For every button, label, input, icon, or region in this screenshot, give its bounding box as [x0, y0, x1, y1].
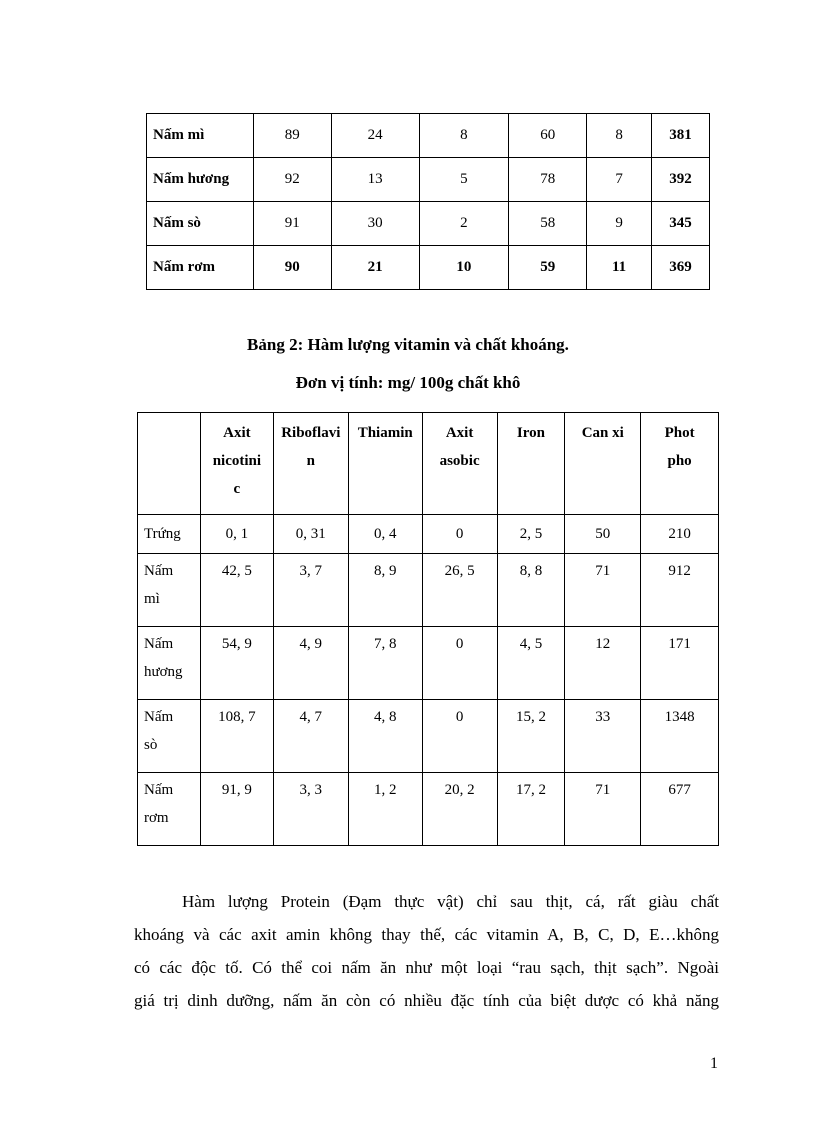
table-cell: 7, 8 [348, 627, 422, 700]
table-cell: 71 [565, 773, 641, 846]
table-cell: 2, 5 [497, 515, 565, 554]
table-cell: 24 [331, 114, 419, 158]
table-cell: 8 [419, 114, 509, 158]
table-cell: 1348 [641, 700, 719, 773]
table-row [138, 700, 719, 773]
table-cell: 12 [565, 627, 641, 700]
table-cell: 0, 1 [200, 515, 273, 554]
table-cell: 392 [652, 158, 710, 202]
table-cell: 71 [565, 554, 641, 627]
table-cell: 4, 8 [348, 700, 422, 773]
page-number: 1 [710, 1055, 718, 1072]
row-label: Nấm sò [138, 700, 201, 773]
table-row [147, 158, 710, 202]
row-label: Trứng [138, 515, 201, 554]
table-cell: 3, 7 [273, 554, 348, 627]
table-cell: 89 [253, 114, 331, 158]
row-label: Nấm sò [147, 202, 254, 246]
table-row [138, 515, 719, 554]
table-row [147, 246, 710, 290]
column-header: Iron [497, 413, 565, 515]
table-cell: 58 [509, 202, 587, 246]
table-cell: 91, 9 [200, 773, 273, 846]
table-cell: 4, 7 [273, 700, 348, 773]
table-cell: 7 [587, 158, 652, 202]
table-cell: 677 [641, 773, 719, 846]
table-cell: 17, 2 [497, 773, 565, 846]
table-cell: 60 [509, 114, 587, 158]
table-cell: 8 [587, 114, 652, 158]
table-cell: 0 [422, 627, 497, 700]
table-cell: 92 [253, 158, 331, 202]
table-cell: 171 [641, 627, 719, 700]
table-cell: 54, 9 [200, 627, 273, 700]
table-cell: 369 [652, 246, 710, 290]
table-cell: 11 [587, 246, 652, 290]
table-cell: 4, 5 [497, 627, 565, 700]
column-header: Can xi [565, 413, 641, 515]
nutrition-table-1 [146, 113, 710, 290]
table-cell: 108, 7 [200, 700, 273, 773]
table-row [147, 202, 710, 246]
table-cell: 0 [422, 515, 497, 554]
table-cell: 912 [641, 554, 719, 627]
table-2-unit: Đơn vị tính: mg/ 100g chất khô [295, 373, 521, 392]
table-cell: 15, 2 [497, 700, 565, 773]
table-row [147, 114, 710, 158]
table-row [138, 554, 719, 627]
table-cell: 21 [331, 246, 419, 290]
row-label: Nấm mì [138, 554, 201, 627]
row-label: Nấm hương [147, 158, 254, 202]
table-cell: 0 [422, 700, 497, 773]
table-row [138, 773, 719, 846]
table-cell: 50 [565, 515, 641, 554]
row-label: Nấm rơm [138, 773, 201, 846]
paragraph-line: giá trị dinh dưỡng, nấm ăn còn có nhiều đặc tính của biệt dược có khả năng [134, 991, 719, 1010]
table-cell: 345 [652, 202, 710, 246]
table-cell: 20, 2 [422, 773, 497, 846]
table-cell: 2 [419, 202, 509, 246]
table-cell: 8, 8 [497, 554, 565, 627]
table-cell: 3, 3 [273, 773, 348, 846]
paragraph-line: khoáng và các axit amin không thay thế, các vitamin A, B, C, D, E…không [134, 925, 719, 944]
vitamin-mineral-table [137, 412, 719, 846]
table-header-row [138, 413, 719, 515]
column-header: Axit asobic [422, 413, 497, 515]
table-cell: 210 [641, 515, 719, 554]
table-cell: 0, 4 [348, 515, 422, 554]
table-cell: 5 [419, 158, 509, 202]
column-header: Riboflavi n [273, 413, 348, 515]
table-cell: 26, 5 [422, 554, 497, 627]
row-label: Nấm hương [138, 627, 201, 700]
table-cell: 381 [652, 114, 710, 158]
table-cell: 0, 31 [273, 515, 348, 554]
column-header: Phot pho [641, 413, 719, 515]
table-cell: 13 [331, 158, 419, 202]
table-cell: 91 [253, 202, 331, 246]
table-row [138, 627, 719, 700]
row-label: Nấm mì [147, 114, 254, 158]
table-2-title: Bảng 2: Hàm lượng vitamin và chất khoáng. [247, 335, 569, 354]
table-cell: 9 [587, 202, 652, 246]
table-cell: 42, 5 [200, 554, 273, 627]
table-cell: 10 [419, 246, 509, 290]
table-cell: 33 [565, 700, 641, 773]
body-paragraph [134, 885, 719, 1017]
table-cell: 8, 9 [348, 554, 422, 627]
header-corner [138, 413, 201, 515]
table-cell: 59 [509, 246, 587, 290]
paragraph-line: có các độc tố. Có thể coi nấm ăn như một loại “rau sạch, thịt sạch”. Ngoài [134, 958, 719, 977]
paragraph-line: Hàm lượng Protein (Đạm thực vật) chỉ sau thịt, cá, rất giàu chất [182, 892, 719, 911]
table-cell: 4, 9 [273, 627, 348, 700]
column-header: Axit nicotini c [200, 413, 273, 515]
row-label: Nấm rơm [147, 246, 254, 290]
column-header: Thiamin [348, 413, 422, 515]
table-cell: 1, 2 [348, 773, 422, 846]
table-cell: 30 [331, 202, 419, 246]
table-cell: 90 [253, 246, 331, 290]
table-cell: 78 [509, 158, 587, 202]
